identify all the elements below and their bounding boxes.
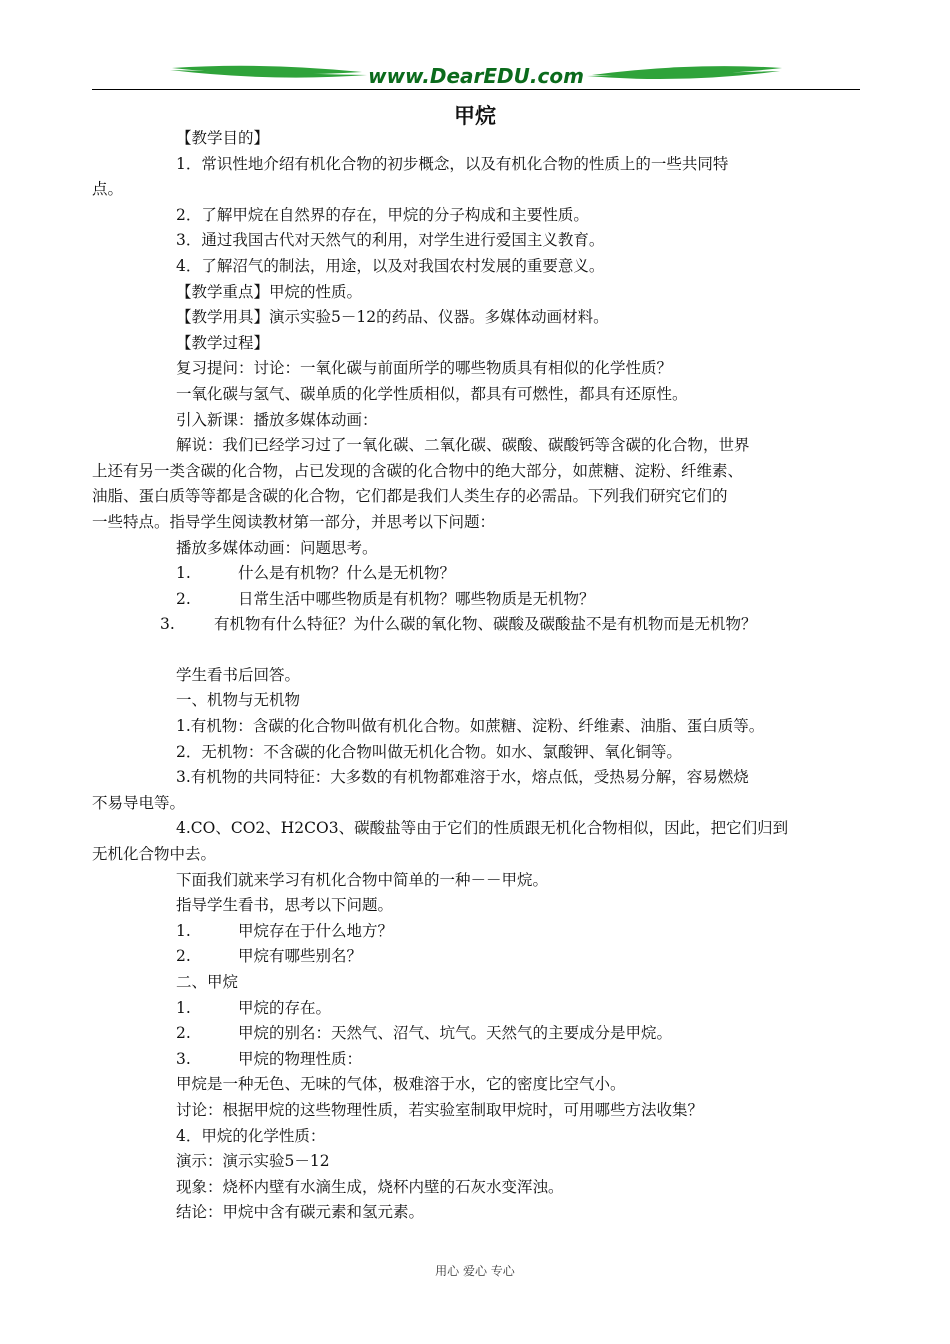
question-3 [92,612,864,638]
section-1-item-4: 4.CO、CO2、H2CO3、碳酸盐等由于它们的性质跟无机化合物相似，因此，把它们归到 [176,819,789,838]
demonstration: 演示：演示实验5－12 [176,1152,330,1171]
objective-1-cont: 点。 [92,180,124,199]
play-question: 播放多媒体动画：问题思考。 [176,538,378,557]
header-rule [92,89,860,90]
question-2-text: 日常生活中哪些物质是有机物？哪些物质是无机物？ [238,589,595,608]
teaching-tools: 【教学用具】演示实验5－12的药品、仪器。多媒体动画材料。 [176,308,609,327]
guide-question-1 [92,919,864,945]
question-1-num: 1. [176,564,191,583]
guide-question-2-text: 甲烷有哪些别名？ [238,947,363,966]
section-1-heading: 一、机物与无机物 [176,691,301,710]
student-answer: 学生看书后回答。 [176,665,301,684]
discussion: 讨论：根据甲烷的这些物理性质，若实验室制取甲烷时，可用哪些方法收集？ [176,1100,704,1119]
review-answer: 一氧化碳与氢气、碳单质的化学性质相似，都具有可燃性，都具有还原性。 [176,384,688,403]
next-topic: 下面我们就来学习有机化合物中简单的一种－－甲烷。 [176,870,549,889]
phenomenon: 现象：烧杯内壁有水滴生成，烧杯内壁的石灰水变浑浊。 [176,1177,564,1196]
question-2 [92,587,864,613]
section-1-item-1: 1.有机物：含碳的化合物叫做有机化合物。如蔗糖、淀粉、纤维素、油脂、蛋白质等。 [176,717,765,736]
section-2-heading: 二、甲烷 [176,973,239,991]
page-title: 甲烷 [454,104,496,128]
page-footer: 用心 爱心 专心 [435,1264,515,1278]
methane-item-3 [92,1047,864,1073]
site-header [92,58,860,92]
conclusion: 结论：甲烷中含有碳元素和氢元素。 [176,1203,425,1222]
site-name: www.DearEDU.com [368,64,584,88]
question-3-text: 有机物有什么特征？为什么碳的氧化物、碳酸及碳酸盐不是有机物而是无机物？ [214,615,757,634]
methane-item-3-num: 3. [176,1049,191,1068]
guide-question-1-num: 1. [176,921,191,940]
methane-item-2 [92,1021,864,1047]
methane-item-4: 4．甲烷的化学性质： [176,1126,326,1145]
physical-properties: 甲烷是一种无色、无味的气体，极难溶于水，它的密度比空气小。 [176,1075,626,1094]
question-2-num: 2. [176,589,191,608]
section-1-item-2: 2．无机物：不含碳的化合物叫做无机化合物。如水、氯酸钾、氧化铜等。 [176,742,682,761]
explain-line-3: 油脂、蛋白质等等都是含碳的化合物，它们都是我们人类生存的必需品。下列我们研究它们的 [92,487,728,506]
guide-question-2-num: 2. [176,947,191,966]
explain-line-1: 解说：我们已经学习过了一氧化碳、二氧化碳、碳酸、碳酸钙等含碳的化合物，世界 [176,436,750,455]
section-1-item-4-cont: 无机化合物中去。 [92,845,217,864]
section-1-item-3: 3.有机物的共同特征：大多数的有机物都难溶于水，熔点低，受热易分解，容易燃烧 [176,768,749,787]
explain-line-2: 上还有另一类含碳的化合物，占已发现的含碳的化合物中的绝大部分，如蔗糖、淀粉、纤维素、 [92,461,744,480]
guide-question-1-text: 甲烷存在于什么地方？ [238,921,394,940]
methane-item-2-num: 2. [176,1024,191,1043]
document-body [92,126,864,1226]
guide-question-2 [92,944,864,970]
objective-heading: 【教学目的】 [176,129,270,147]
guide-reading: 指导学生看书，思考以下问题。 [176,896,394,915]
intro: 引入新课：播放多媒体动画： [176,410,378,429]
question-1-text: 什么是有机物？什么是无机物？ [238,564,456,583]
methane-item-1-num: 1. [176,998,191,1017]
question-1 [92,561,864,587]
objective-4: 4．了解沼气的制法，用途，以及对我国农村发展的重要意义。 [176,256,605,275]
question-3-num: 3. [160,615,175,634]
explain-line-4: 一些特点。指导学生阅读教材第一部分，并思考以下问题： [92,512,496,531]
objective-1: 1．常识性地介绍有机化合物的初步概念，以及有机化合物的性质上的一些共同特 [176,154,729,173]
methane-item-2-text: 甲烷的别名：天然气、沼气、坑气。天然气的主要成分是甲烷。 [238,1024,673,1043]
spacer [92,638,864,663]
objective-3: 3．通过我国古代对天然气的利用，对学生进行爱国主义教育。 [176,231,605,250]
objective-2: 2．了解甲烷在自然界的存在，甲烷的分子构成和主要性质。 [176,205,589,224]
review-question: 复习提问：讨论：一氧化碳与前面所学的哪些物质具有相似的化学性质？ [176,359,673,378]
methane-item-3-text: 甲烷的物理性质： [238,1049,363,1068]
process-heading: 【教学过程】 [176,333,270,352]
methane-item-1 [92,996,864,1022]
methane-item-1-text: 甲烷的存在。 [238,998,332,1017]
key-point: 【教学重点】甲烷的性质。 [176,282,363,301]
section-1-item-3-cont: 不易导电等。 [92,793,186,812]
